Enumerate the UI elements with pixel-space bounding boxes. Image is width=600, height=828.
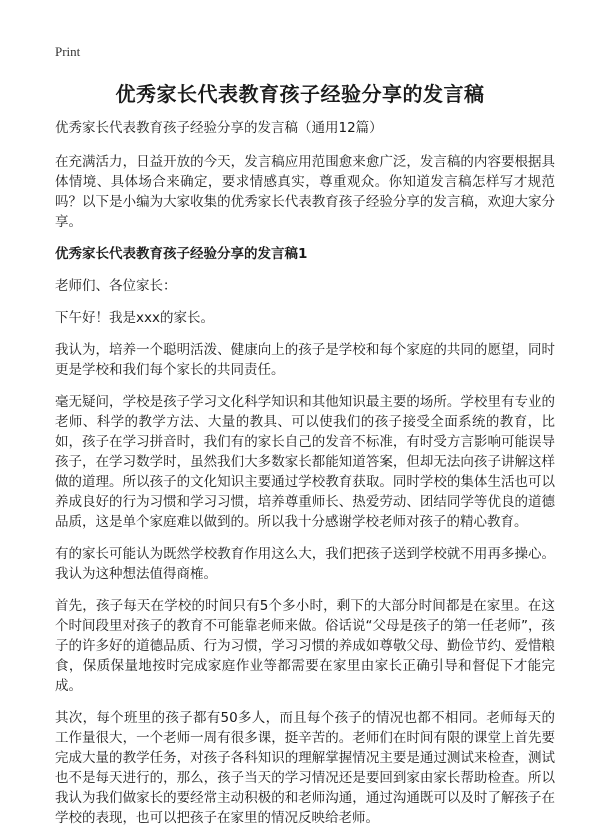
- intro-paragraph: 在充满活力，日益开放的今天，发言稿应用范围愈来愈广泛，发言稿的内容要根据具体情境、具体场合来确定，要求情感真实，尊重观众。你知道发言稿怎样写才规范吗？以下是小编为大家收集的优秀家长代表教育孩子经验分享的发言稿，欢迎大家分享。: [55, 154, 555, 230]
- body-paragraph: 首先，孩子每天在学校的时间只有5个多小时，剩下的大部分时间都是在家里。在这个时间段里对孩子的教育不可能靠老师来做。俗话说“父母是孩子的第一任老师”，孩子的许多好的道德品质、行为习惯，学习习惯的养成如尊敬父母、勤俭节约、爱惜粮食，保质保量地按时完成家庭作业等都需要在家里由家长正确引导和督促下才能完成。: [55, 598, 555, 694]
- body-paragraph: 毫无疑问，学校是孩子学习文化科学知识和其他知识最主要的场所。学校里有专业的老师、科学的教学方法、大量的教具、可以使我们的孩子接受全面系统的教育，比如，孩子在学习拼音时，我们有的家长自己的发音不标准，有时受方言影响可能误导孩子，在学习数学时，虽然我们大多数家长都能知道答案，但却无法向孩子讲解这样做的道理。所以孩子的文化知识主要通过学校教育获取。同时学校的集体生活也可以养成良好的行为习惯和学习习惯，培养尊重师长、热爱劳动、团结同学等优良的道德品质，这是单个家庭难以做到的。所以我十分感谢学校老师对孩子的精心教育。: [55, 394, 555, 530]
- body-paragraph: 我认为，培养一个聪明活泼、健康向上的孩子是学校和每个家庭的共同的愿望，同时更是学校和我们每个家长的共同责任。: [55, 342, 555, 378]
- print-link[interactable]: Print: [55, 44, 81, 59]
- greeting-paragraph: 老师们、各位家长：: [55, 278, 177, 294]
- page-title: 优秀家长代表教育孩子经验分享的发言稿: [115, 82, 485, 106]
- document-subtitle: 优秀家长代表教育孩子经验分享的发言稿（通用12篇）: [55, 120, 383, 136]
- section-heading: 优秀家长代表教育孩子经验分享的发言稿1: [55, 246, 308, 262]
- body-paragraph: 其次，每个班里的孩子都有50多人，而且每个孩子的情况也都不相同。老师每天的工作量很大，一个老师一周有很多课，挺辛苦的。老师们在时间有限的课堂上首先要完成大量的教学任务，对孩子各科知识的理解掌握情况主要是通过测试来检查，测试也不是每天进行的，那么，孩子当天的学习情况还是要回到家由家长帮助检查。所以我认为我们做家长的要经常主动积极的和老师沟通，通过沟通既可以及时了解孩子在学校的表现，也可以把孩子在家里的情况反映给老师。: [55, 710, 555, 826]
- body-paragraph: 有的家长可能认为既然学校教育作用这么大，我们把孩子送到学校就不用再多操心。我认为这种想法值得商榷。: [55, 546, 555, 582]
- self-intro-paragraph: 下午好！我是xxx的家长。: [55, 310, 214, 326]
- document-body: [55, 118, 555, 828]
